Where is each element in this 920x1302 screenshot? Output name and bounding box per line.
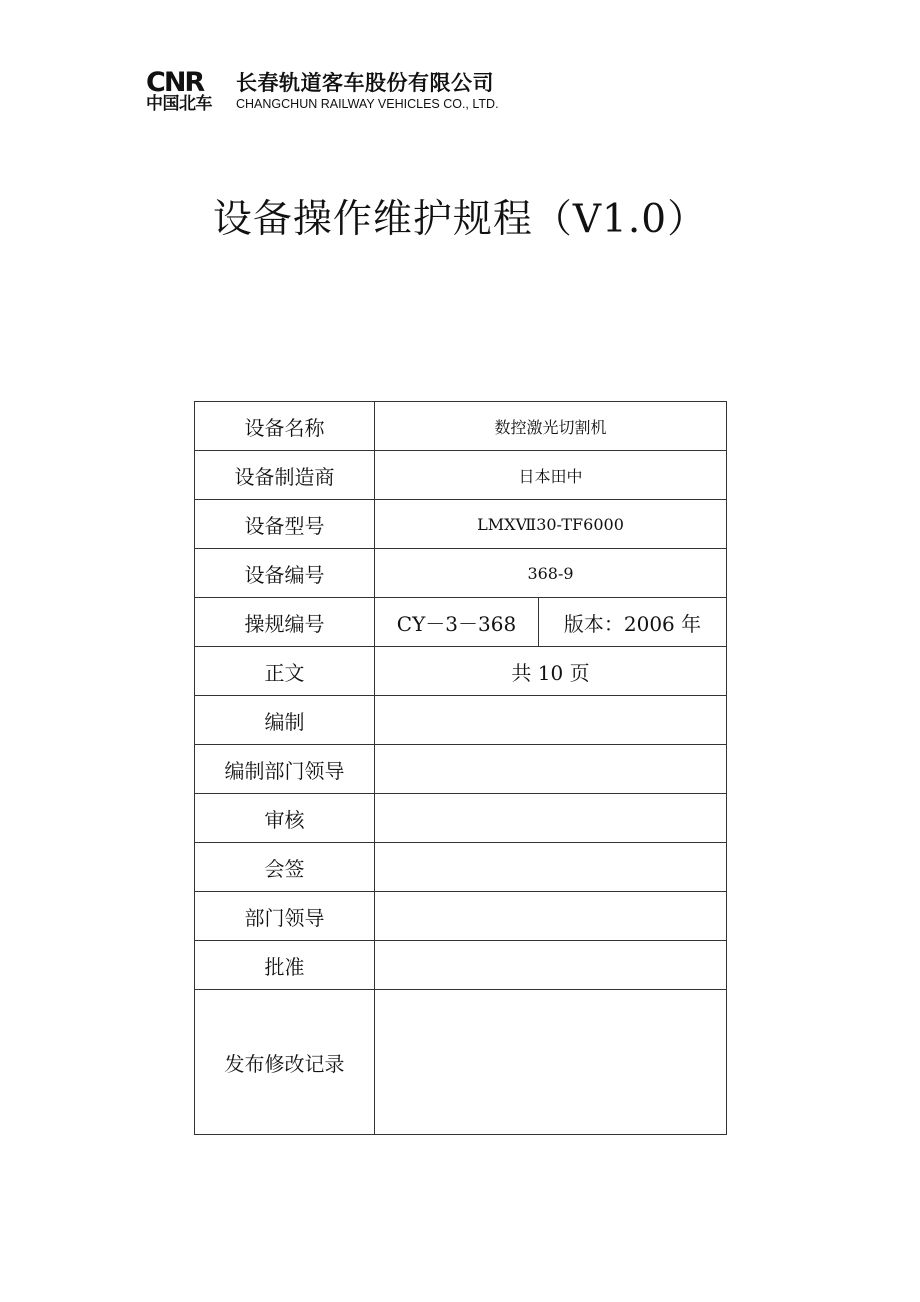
table-row-approved-by xyxy=(195,941,727,990)
dept-leader-label: 编制部门领导 xyxy=(195,745,375,794)
table-row-equipment-name xyxy=(195,402,727,451)
table-row-countersign xyxy=(195,843,727,892)
department-leader-label: 部门领导 xyxy=(195,892,375,941)
revision-record-label: 发布修改记录 xyxy=(195,990,375,1135)
table-row-procedure-number xyxy=(195,598,727,647)
equipment-number-label: 设备编号 xyxy=(195,549,375,598)
logo-subtext: 中国北车 xyxy=(146,94,212,114)
table-row-department-leader xyxy=(195,892,727,941)
table-row-body xyxy=(195,647,727,696)
equipment-number-value: 368-9 xyxy=(375,549,727,598)
body-label: 正文 xyxy=(195,647,375,696)
manufacturer-value: 日本田中 xyxy=(375,451,727,500)
document-title: 设备操作维护规程（V1.0） xyxy=(212,197,708,242)
reviewed-by-value xyxy=(375,794,727,843)
countersign-value xyxy=(375,843,727,892)
model-value: LMXⅦ30-TF6000 xyxy=(375,500,727,549)
table-row-model xyxy=(195,500,727,549)
compiled-by-label: 编制 xyxy=(195,696,375,745)
equipment-name-value: 数控激光切割机 xyxy=(375,402,727,451)
model-label: 设备型号 xyxy=(195,500,375,549)
company-header xyxy=(146,67,526,114)
manufacturer-label: 设备制造商 xyxy=(195,451,375,500)
equipment-name-label: 设备名称 xyxy=(195,402,375,451)
table-row-reviewed-by xyxy=(195,794,727,843)
dept-leader-value xyxy=(375,745,727,794)
table-row-compiled-by xyxy=(195,696,727,745)
table-row-manufacturer xyxy=(195,451,727,500)
company-name-en: CHANGCHUN RAILWAY VEHICLES CO., LTD. xyxy=(236,97,499,111)
department-leader-value xyxy=(375,892,727,941)
approved-by-label: 批准 xyxy=(195,941,375,990)
countersign-label: 会签 xyxy=(195,843,375,892)
logo-wordmark: CNR xyxy=(146,67,204,98)
body-value: 共 10 页 xyxy=(375,647,727,696)
procedure-number-label: 操规编号 xyxy=(195,598,375,647)
approved-by-value xyxy=(375,941,727,990)
version-value: 版本：2006 年 xyxy=(539,598,727,647)
cnr-logo xyxy=(146,67,230,114)
equipment-info-table xyxy=(194,401,727,1135)
table-row-revision-record xyxy=(195,990,727,1135)
table-row-dept-leader xyxy=(195,745,727,794)
procedure-number-value: CY－3－368 xyxy=(375,598,539,647)
compiled-by-value xyxy=(375,696,727,745)
company-name-cn: 长春轨道客车股份有限公司 xyxy=(236,71,494,95)
reviewed-by-label: 审核 xyxy=(195,794,375,843)
revision-record-value xyxy=(375,990,727,1135)
table-row-equipment-number xyxy=(195,549,727,598)
